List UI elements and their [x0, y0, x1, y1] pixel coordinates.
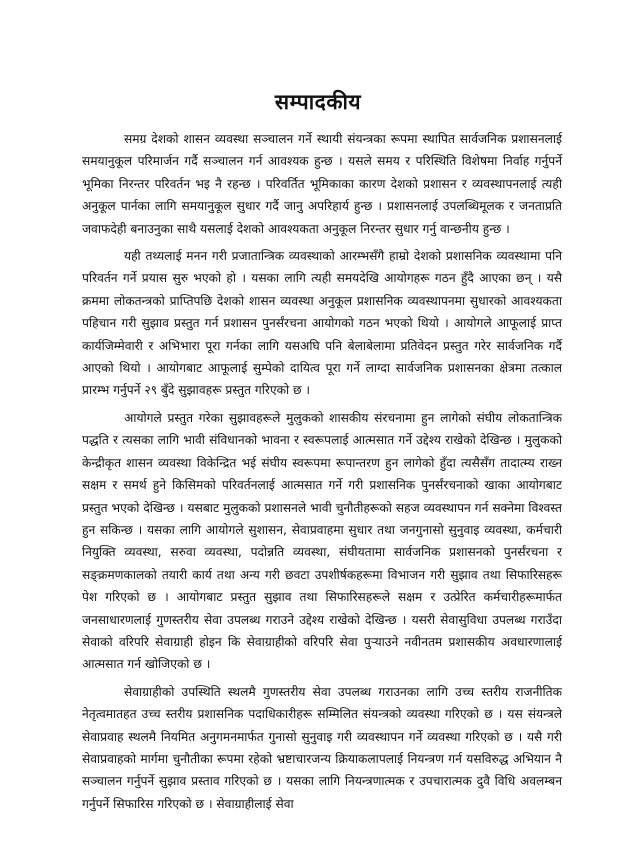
- editorial-body: [82, 128, 562, 820]
- page-title: सम्पादकीय: [274, 90, 362, 114]
- paragraph-4: सेवाग्राहीको उपस्थिति स्थलमै गुणस्तरीय सेवा उपलब्ध गराउनका लागि उच्च स्तरीय राजनीतिक नेतृत्वमातहत उच्च स्तरीय प्रशासनिक पदाधिकारीहरू सम्मिलित संयन्त्रको व्यवस्था गरिएको छ । यस संयन्त्रले सेवाप्रवाह स्थलमै नियमित अनुगमनमार्फत गुनासो सुनुवाइ गरी व्यवस्थापन गर्ने व्यवस्था गरिएको छ । यसै गरी सेवाप्रवाहको मार्गमा चुनौतीका रूपमा रहेको भ्रष्टाचारजन्य क्रियाकलापलाई नियन्त्रण गर्न यसविरुद्ध अभियान नै सञ्चालन गर्नुपर्ने सुझाव प्रस्ताव गरिएको छ । यसका लागि नियन्त्रणात्मक र उपचारात्मक दुवै विधि अवलम्बन गर्नुपर्ने सिफारिस गरिएको छ । सेवाग्राहीलाई सेवा: [82, 684, 562, 811]
- paragraph-1: समग्र देशको शासन व्यवस्था सञ्चालन गर्ने स्थायी संयन्त्रका रूपमा स्थापित सार्वजनिक प्रशासनलाई समयानुकूल परिमार्जन गर्दै सञ्चालन गर्न आवश्यक हुन्छ । यसले समय र परिस्थिति विशेषमा निर्वाह गर्नुपर्ने भूमिका निरन्तर परिवर्तन भइ नै रहन्छ । परिवर्तित भूमिकाका कारण देशको प्रशासन र व्यवस्थापनलाई त्यही अनुकूल पार्नका लागि समयानुकूल सुधार गर्दै जानु अपरिहार्य हुन्छ । प्रशासनलाई उपलब्धिमूलक र जनताप्रति जवाफदेही बनाउनुका साथै यसलाई देशको आवश्यकता अनुकूल निरन्तर सुधार गर्नु वान्छनीय हुन्छ ।: [82, 132, 562, 236]
- paragraph-3: आयोगले प्रस्तुत गरेका सुझावहरूले मुलुकको शासकीय संरचनामा हुन लागेको संघीय लोकतान्त्रिक पद्धति र त्यसका लागि भावी संविधानको भावना र स्वरूपलाई आत्मसात गर्ने उद्देश्य राखेको देखिन्छ । मुलुकको केन्द्रीकृत शासन व्यवस्था विकेन्द्रित भई संघीय स्वरूपमा रूपान्तरण हुन लागेको हुँदा त्यसैसँग तादात्म्य राख्न सक्षम र समर्थ हुने किसिमको परिवर्तनलाई आत्मसात गर्ने गरी प्रशासनिक पुनर्संरचनाको खाका आयोगबाट प्रस्तुत भएको देखिन्छ । यसबाट मुलुकको प्रशासनले भावी चुनौतीहरूको सहज व्यवस्थापन गर्न सक्नेमा विश्वस्त हुन सकिन्छ । यसका लागि आयोगले सुशासन, सेवाप्रवाहमा सुधार तथा जनगुनासो सुनुवाइ व्यवस्था, कर्मचारी नियुक्ति व्यवस्था, सरुवा व्यवस्था, पदोन्नति व्यवस्था, संघीयतामा सार्वजनिक प्रशासनको पुनर्संरचना र सङ्क्रमणकालको तयारी कार्य तथा अन्य गरी छवटा उपशीर्षकहरूमा विभाजन गरी सुझाव तथा सिफारिसहरू पेश गरिएको छ । आयोगबाट प्रस्तुत सुझाव तथा सिफारिसहरूले सक्षम र उत्प्रेरित कर्मचारीहरूमार्फत जनसाधारणलाई गुणस्तरीय सेवा उपलब्ध गराउने उद्देश्य राखेको देखिन्छ । यसरी सेवासुविधा उपलब्ध गराउँदा सेवाको वरिपरि सेवाग्राही होइन कि सेवाग्राहीको वरिपरि सेवा पुऱ्याउने नवीनतम प्रशासकीय अवधारणालाई आत्मसात गर्न खोजिएको छ ।: [82, 410, 562, 672]
- paragraph-2: यही तथ्यलाई मनन गरी प्रजातान्त्रिक व्यवस्थाको आरम्भसँगै हाम्रो देशको प्रशासनिक व्यवस्थामा पनि परिवर्तन गर्ने प्रयास सुरु भएको हो । यसका लागि त्यही समयदेखि आयोगहरू गठन हुँदै आएका छन् । यसै क्रममा लोकतन्त्रको प्राप्तिपछि देशको शासन व्यवस्था अनुकूल प्रशासनिक व्यवस्थापनमा सुधारको आवश्यकता पहिचान गरी सुझाव प्रस्तुत गर्न प्रशासन पुनर्संरचना आयोगको गठन भएको थियो । आयोगले आफूलाई प्राप्त कार्यजिम्मेवारी र अभिभारा पूरा गर्नका लागि यसअघि पनि बेलाबेलामा प्रतिवेदन प्रस्तुत गरेर सार्वजनिक गर्दै आएको थियो । आयोगबाट आफूलाई सुम्पेको दायित्व पूरा गर्ने लाग्दा सार्वजनिक प्रशासनका क्षेत्रमा तत्काल प्रारम्भ गर्नुपर्ने २९ बुँदे सुझावहरू प्रस्तुत गरिएको छ ।: [82, 249, 562, 398]
